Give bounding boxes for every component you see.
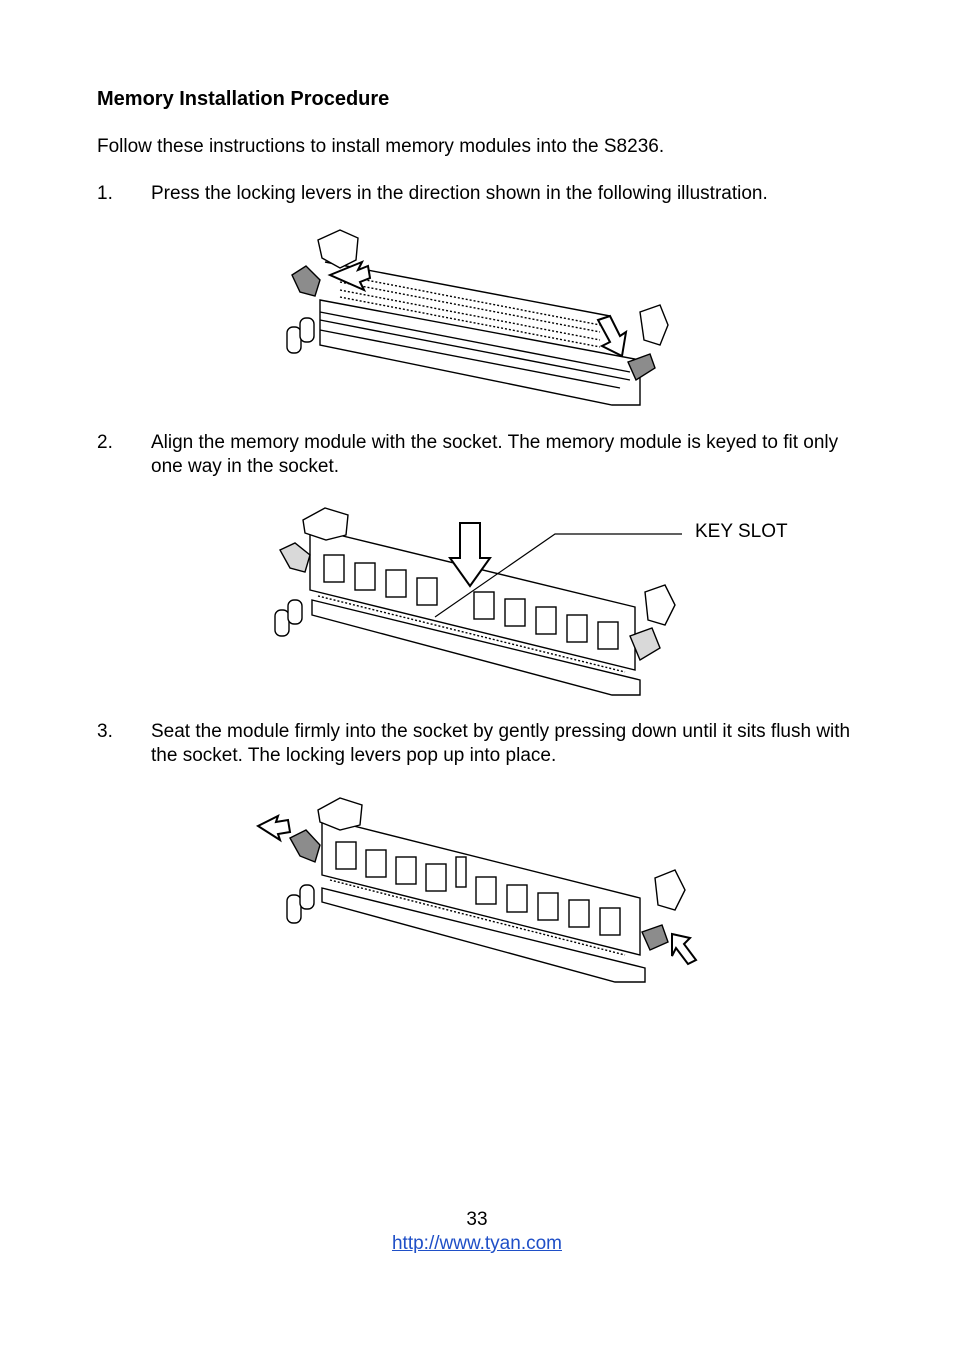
footer-url (0, 1233, 954, 1255)
step-3-number: 3. (97, 721, 113, 742)
step-2-text: Align the memory module with the socket. The memory module is keyed to fit only one way in the socket. (151, 432, 839, 477)
page-number: 33 (466, 1209, 488, 1230)
step-3-text: Seat the module firmly into the socket by gently pressing down until it sits flush with the socket. The locking levers pop up into place. (151, 721, 851, 766)
section-heading: Memory Installation Procedure (97, 88, 390, 110)
step-2-number: 2. (97, 432, 113, 453)
step-1-number: 1. (97, 183, 113, 204)
intro-paragraph: Follow these instructions to install memory modules into the S8236. (97, 136, 665, 157)
step-1-text: Press the locking levers in the direction shown in the following illustration. (151, 183, 768, 204)
key-slot-label: KEY SLOT (695, 521, 788, 542)
website-link[interactable]: http://www.tyan.com (391, 1233, 562, 1254)
